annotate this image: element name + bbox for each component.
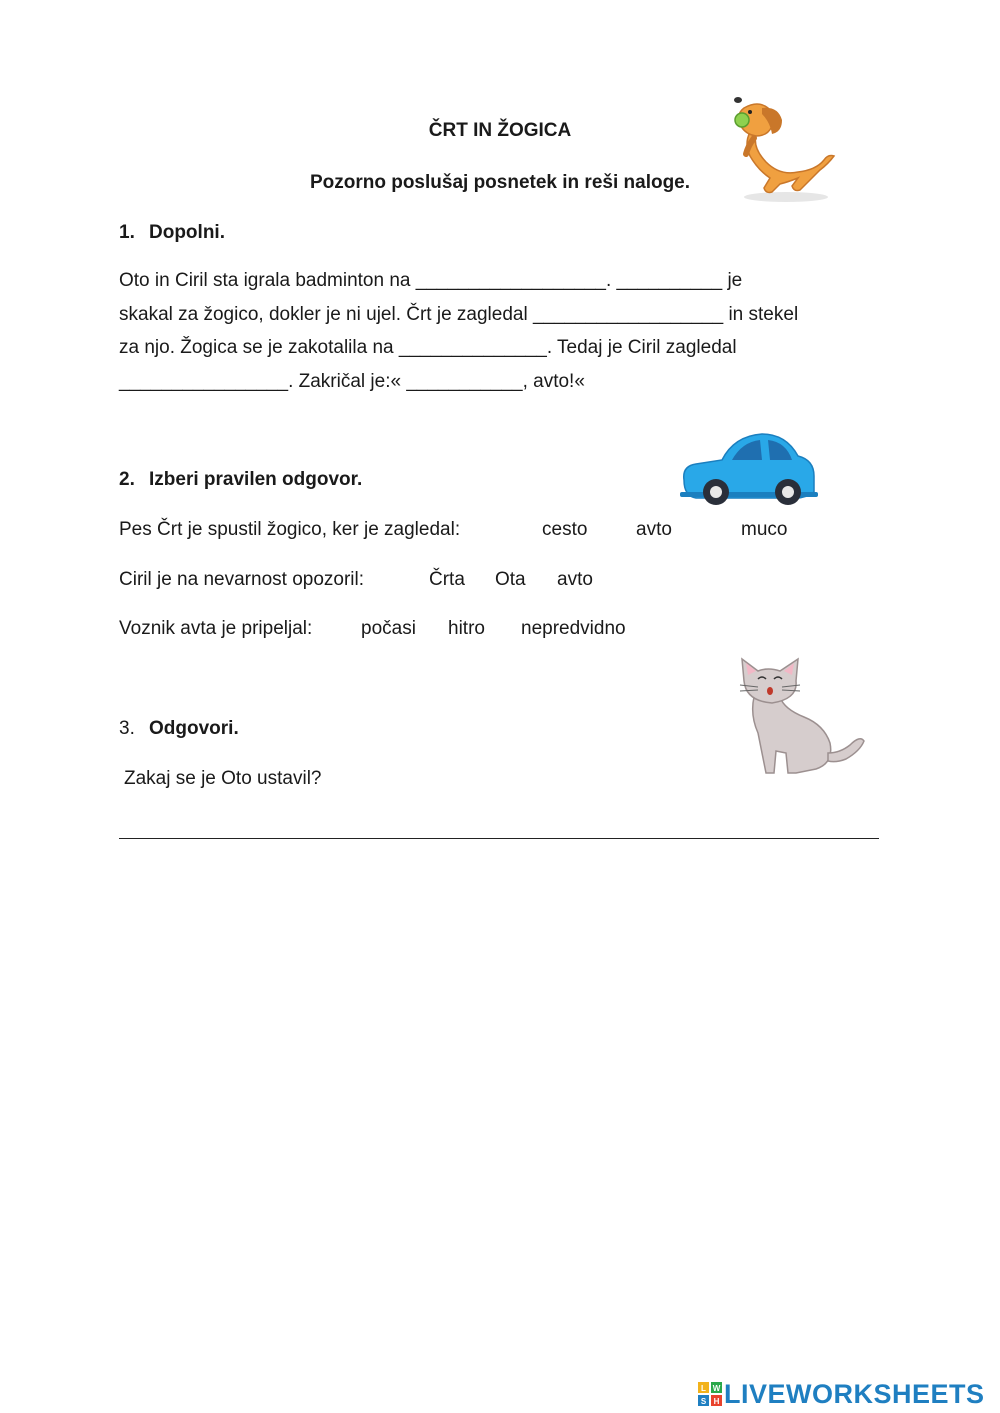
option-2-1-a[interactable]: cesto (542, 519, 588, 540)
page-title: ČRT IN ŽOGICA (428, 120, 572, 141)
fill-in-line[interactable]: za njo. Žogica se je zakotalila na ______________. Tedaj je Ciril zagledal (119, 337, 737, 358)
dog-shadow (744, 192, 828, 202)
cat-tail (828, 739, 864, 762)
car-illustration (676, 430, 820, 510)
question-2-3: Voznik avta je pripeljal: (119, 618, 313, 639)
logo-letter: W (712, 1384, 721, 1393)
cat-mouth (767, 687, 773, 695)
cat-body (753, 697, 831, 773)
fill-in-line[interactable]: ________________. Zakričal je:« ___________, avto!« (119, 371, 585, 392)
section2-number: 2. (119, 469, 135, 490)
section2-title: Izberi pravilen odgovor. (149, 469, 363, 490)
section1-heading (119, 222, 225, 244)
section1-title: Dopolni. (149, 222, 225, 243)
dog-nose (734, 97, 742, 103)
option-2-2-b[interactable]: Ota (495, 569, 526, 590)
cat-illustration (736, 655, 870, 780)
option-2-1-c[interactable]: muco (741, 519, 788, 540)
option-2-1-b[interactable]: avto (636, 519, 672, 540)
dog-illustration (728, 90, 840, 205)
car-hubcap (710, 486, 722, 498)
section3-title: Odgovori. (149, 718, 239, 739)
option-2-2-c[interactable]: avto (557, 569, 593, 590)
open-question: Zakaj se je Oto ustavil? (124, 768, 322, 789)
cat-head (742, 659, 798, 703)
section1-number: 1. (119, 222, 135, 243)
question-2-1: Pes Črt je spustil žogico, ker je zagledal: (119, 519, 461, 540)
instruction-text: Pozorno poslušaj posnetek in reši naloge. (309, 172, 691, 193)
dog-eye (748, 110, 752, 114)
car-hubcap (782, 486, 794, 498)
section3-number: 3. (119, 718, 135, 739)
answer-line[interactable] (119, 838, 879, 839)
logo-letter: H (713, 1397, 720, 1406)
option-2-2-a[interactable]: Črta (429, 569, 465, 590)
logo-letter: L (701, 1384, 706, 1393)
option-2-3-c[interactable]: nepredvidno (521, 618, 626, 639)
question-2-2: Ciril je na nevarnost opozoril: (119, 569, 365, 590)
logo-letter: S (700, 1397, 707, 1406)
option-2-3-b[interactable]: hitro (448, 618, 485, 639)
option-2-3-a[interactable]: počasi (361, 618, 416, 639)
fill-in-line[interactable]: Oto in Ciril sta igrala badminton na __________________. __________ je (119, 270, 743, 291)
dog-body (747, 130, 834, 193)
ball-icon (735, 113, 749, 127)
section2-heading (119, 469, 362, 491)
logo-text: LIVEWORKSHEETS (724, 1379, 985, 1409)
logo-icon (698, 1382, 722, 1406)
fill-in-line[interactable]: skakal za žogico, dokler je ni ujel. Črt je zagledal __________________ in stekel (119, 304, 799, 325)
section3-heading (119, 718, 239, 740)
